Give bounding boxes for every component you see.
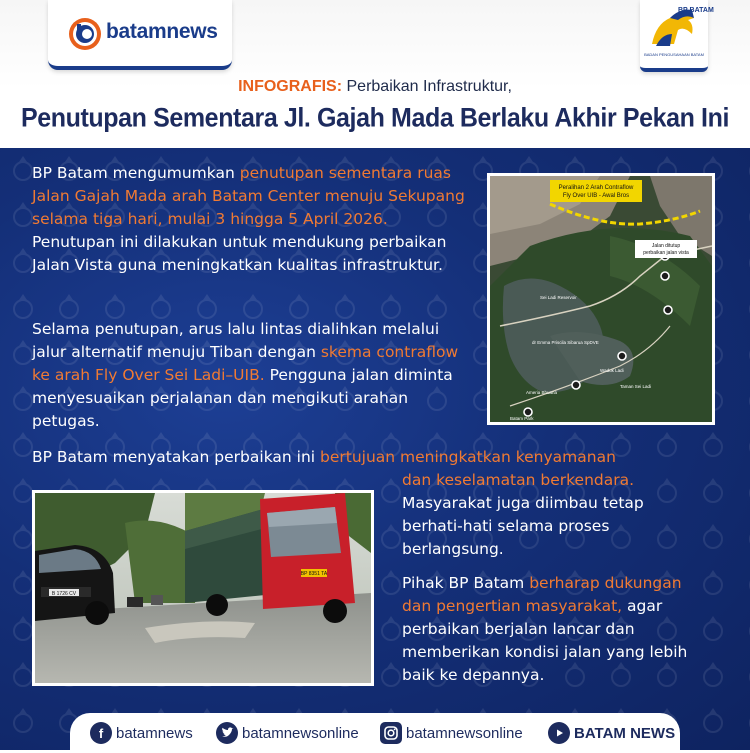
p2-text-c: Pengguna jalan diminta menyesuaikan perjalanan dan mengikuti arahan petugas. [32, 366, 453, 430]
bp-subtitle: BADAN PENGUSAHAAN BATAM [644, 52, 704, 57]
p3-highlight-1: bertujuan meningkatkan kenyamanan [320, 448, 616, 466]
p2-highlight: skema contraflow ke arah Fly Over Sei Ladi–UIB. [32, 343, 459, 384]
map-label-4: Batam Park [510, 416, 534, 421]
p1-text-a: BP Batam mengumumkan [32, 164, 240, 182]
batamnews-wordmark: batamnews [106, 20, 218, 43]
map-callout-2-line-2: perbaikan jalan vista [643, 250, 689, 256]
map-label-6: dr Emma Priscila Sibarua SpDVE [532, 340, 599, 345]
twitter-icon [216, 722, 238, 744]
paragraph-3-line-2 [402, 469, 732, 492]
p4-text-c: agar perbaikan berjalan lancar dan memberikan kondisi jalan yang lebih baik ke depannya. [402, 597, 688, 684]
p3-highlight-2: dan keselamatan berkendara. [402, 471, 635, 489]
map-label-1: Sei Ladi Reservoir [540, 295, 577, 300]
truck-plate: BP 8351 TA [300, 571, 328, 577]
map-callout-2-line-1: Jalan ditutup [651, 243, 681, 249]
map-label-2: Waduk Ladi [600, 368, 624, 373]
p1-highlight: penutupan sementara ruas Jalan Gajah Mada arah Batam Center menuju Sekupang selama tiga hari, mulai 3 hingga 5 April 2026. [32, 164, 465, 228]
page-title: Penutupan Sementara Jl. Gajah Mada Berlaku Akhir Pekan Ini [20, 102, 730, 134]
instagram-link[interactable] [380, 721, 523, 745]
p2-text-a: Selama penutupan, arus lalu lintas dialihkan melalui jalur alternatif menuju Tiban dengan [32, 320, 440, 361]
bp-batam-emblem [648, 4, 714, 50]
kicker-text: Perbaikan Infrastruktur, [342, 78, 512, 95]
youtube-handle: BATAM NEWS [574, 724, 676, 742]
road-photo-image [35, 493, 371, 683]
map-image [490, 176, 712, 422]
header-area [0, 0, 750, 148]
bp-mark-text: BP BATAM [678, 7, 714, 14]
batamnews-logo[interactable] [48, 0, 232, 70]
paragraph-2 [32, 318, 468, 433]
youtube-icon [548, 722, 570, 744]
batamnews-logo-icon [68, 17, 102, 51]
twitter-link[interactable] [216, 721, 359, 745]
p3-text-a: BP Batam menyatakan perbaikan ini [32, 448, 321, 466]
paragraph-1 [32, 162, 468, 277]
p1-text-c: Penutupan ini dilakukan untuk mendukung perbaikan Jalan Vista guna meningkatkan kualitas infrastruktur. [32, 233, 447, 274]
paragraph-3-line-1 [32, 446, 722, 469]
map-label-5: Ameria Bhuana [526, 390, 558, 395]
closure-map [487, 173, 715, 425]
instagram-icon [380, 722, 402, 744]
instagram-handle: batamnewsonline [406, 724, 523, 742]
road-photo [32, 490, 374, 686]
kicker-label: INFOGRAFIS: [238, 78, 343, 95]
social-footer [70, 713, 680, 753]
kicker [0, 78, 750, 96]
map-label-3: Taman Sei Ladi [620, 384, 652, 389]
p4-text-a: Pihak BP Batam [402, 574, 530, 592]
youtube-link[interactable] [548, 721, 675, 745]
p3-text-d: Masyarakat juga diimbau tetap berhati-hati selama proses berlangsung. [402, 494, 644, 558]
facebook-link[interactable] [90, 721, 193, 745]
content-panel [0, 148, 750, 750]
facebook-handle: batamnews [116, 724, 193, 742]
paragraph-3-rest [402, 492, 702, 561]
twitter-handle: batamnewsonline [242, 724, 359, 742]
bp-batam-logo [640, 0, 714, 72]
p4-highlight: berharap dukungan dan pengertian masyarakat, [402, 574, 682, 615]
map-callout-1-line-2: Fly Over UIB - Awal Bros [562, 193, 630, 199]
map-callout-1-line-1: Peralihan 2 Arah Contraflow [558, 185, 634, 191]
paragraph-4 [402, 572, 712, 687]
facebook-icon: f [90, 722, 112, 744]
suv-plate: B 1726 CV [51, 591, 77, 597]
